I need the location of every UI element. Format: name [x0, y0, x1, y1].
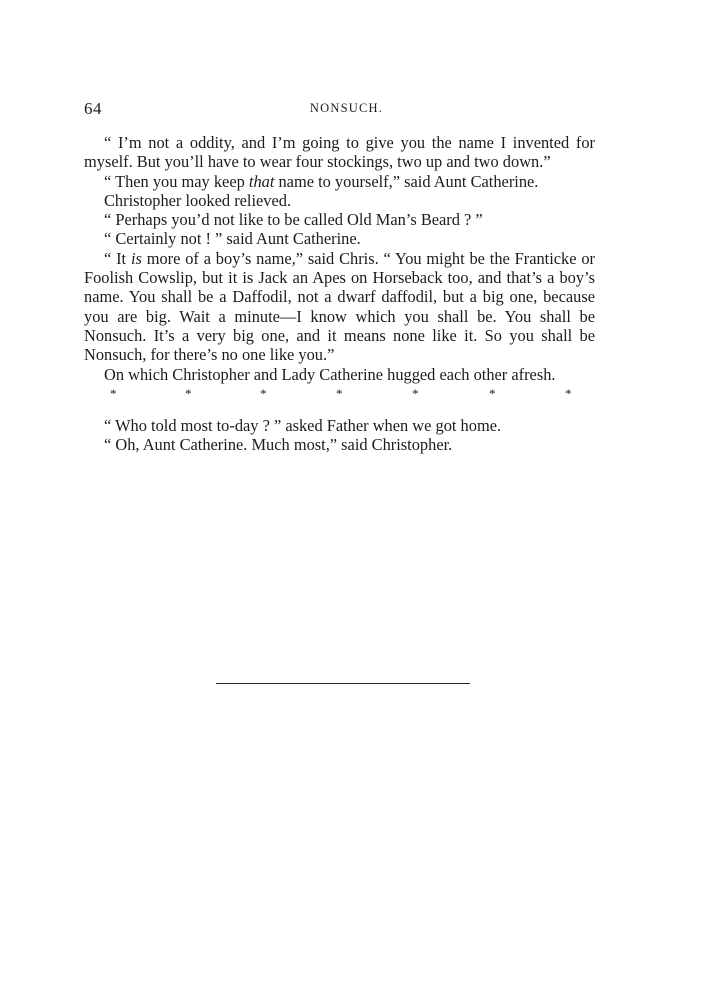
running-head: [84, 99, 609, 121]
section-break-star: *: [336, 385, 343, 401]
paragraph: On which Christopher and Lady Catherine hugged each other afresh.: [104, 364, 556, 384]
section-break-star: *: [185, 385, 192, 401]
paragraph-text: “ Then you may keep: [104, 171, 249, 191]
paragraph: [84, 249, 595, 365]
paragraph: “ Who told most to-day ? ” asked Father when we got home.: [104, 415, 502, 435]
emphasis-text: that: [248, 171, 275, 191]
paragraph: Christopher looked relieved.: [104, 190, 292, 210]
section-break: [84, 385, 595, 403]
body-text: [84, 133, 595, 454]
section-break-star: *: [565, 385, 572, 401]
section-break-star: *: [260, 385, 267, 401]
paragraph: “ I’m not a oddity, and I’m going to give you the name I invented for myself. But you’ll have to wear four stockings, two up and two down.”: [84, 133, 595, 172]
paragraph: [84, 172, 595, 191]
section-break-star: *: [412, 385, 419, 401]
page-number: 64: [84, 99, 102, 118]
paragraph-text: name to yourself,” said Aunt Catherine.: [274, 171, 539, 191]
emphasis-text: is: [130, 248, 142, 268]
paragraph: “ Certainly not ! ” said Aunt Catherine.: [104, 229, 361, 249]
paragraph: “ Perhaps you’d not like to be called Old Man’s Beard ? ”: [104, 210, 483, 230]
paragraph-text: “ It: [104, 248, 131, 268]
section-break-star: *: [110, 385, 117, 401]
paragraph: “ Oh, Aunt Catherine. Much most,” said Christopher.: [104, 435, 453, 455]
section-break-star: *: [489, 385, 496, 401]
paragraph-text: more of a boy’s name,” said Chris. “ You might be the Franticke or Foolish Cowslip, but it is Jack an Apes on Horseback too, and that’s a boy’s name. You shall be a Daffodil, not a dwarf daffodil, but a big one, because you are big. Wait a minute—I know which you shall be. You shall be Nonsuch. It’s a very big one, and it means none like it. So you shall be Nonsuch, for there’s no one like you.”: [84, 248, 596, 365]
chapter-end-rule: [216, 683, 470, 684]
running-title: NONSUCH.: [309, 101, 384, 115]
